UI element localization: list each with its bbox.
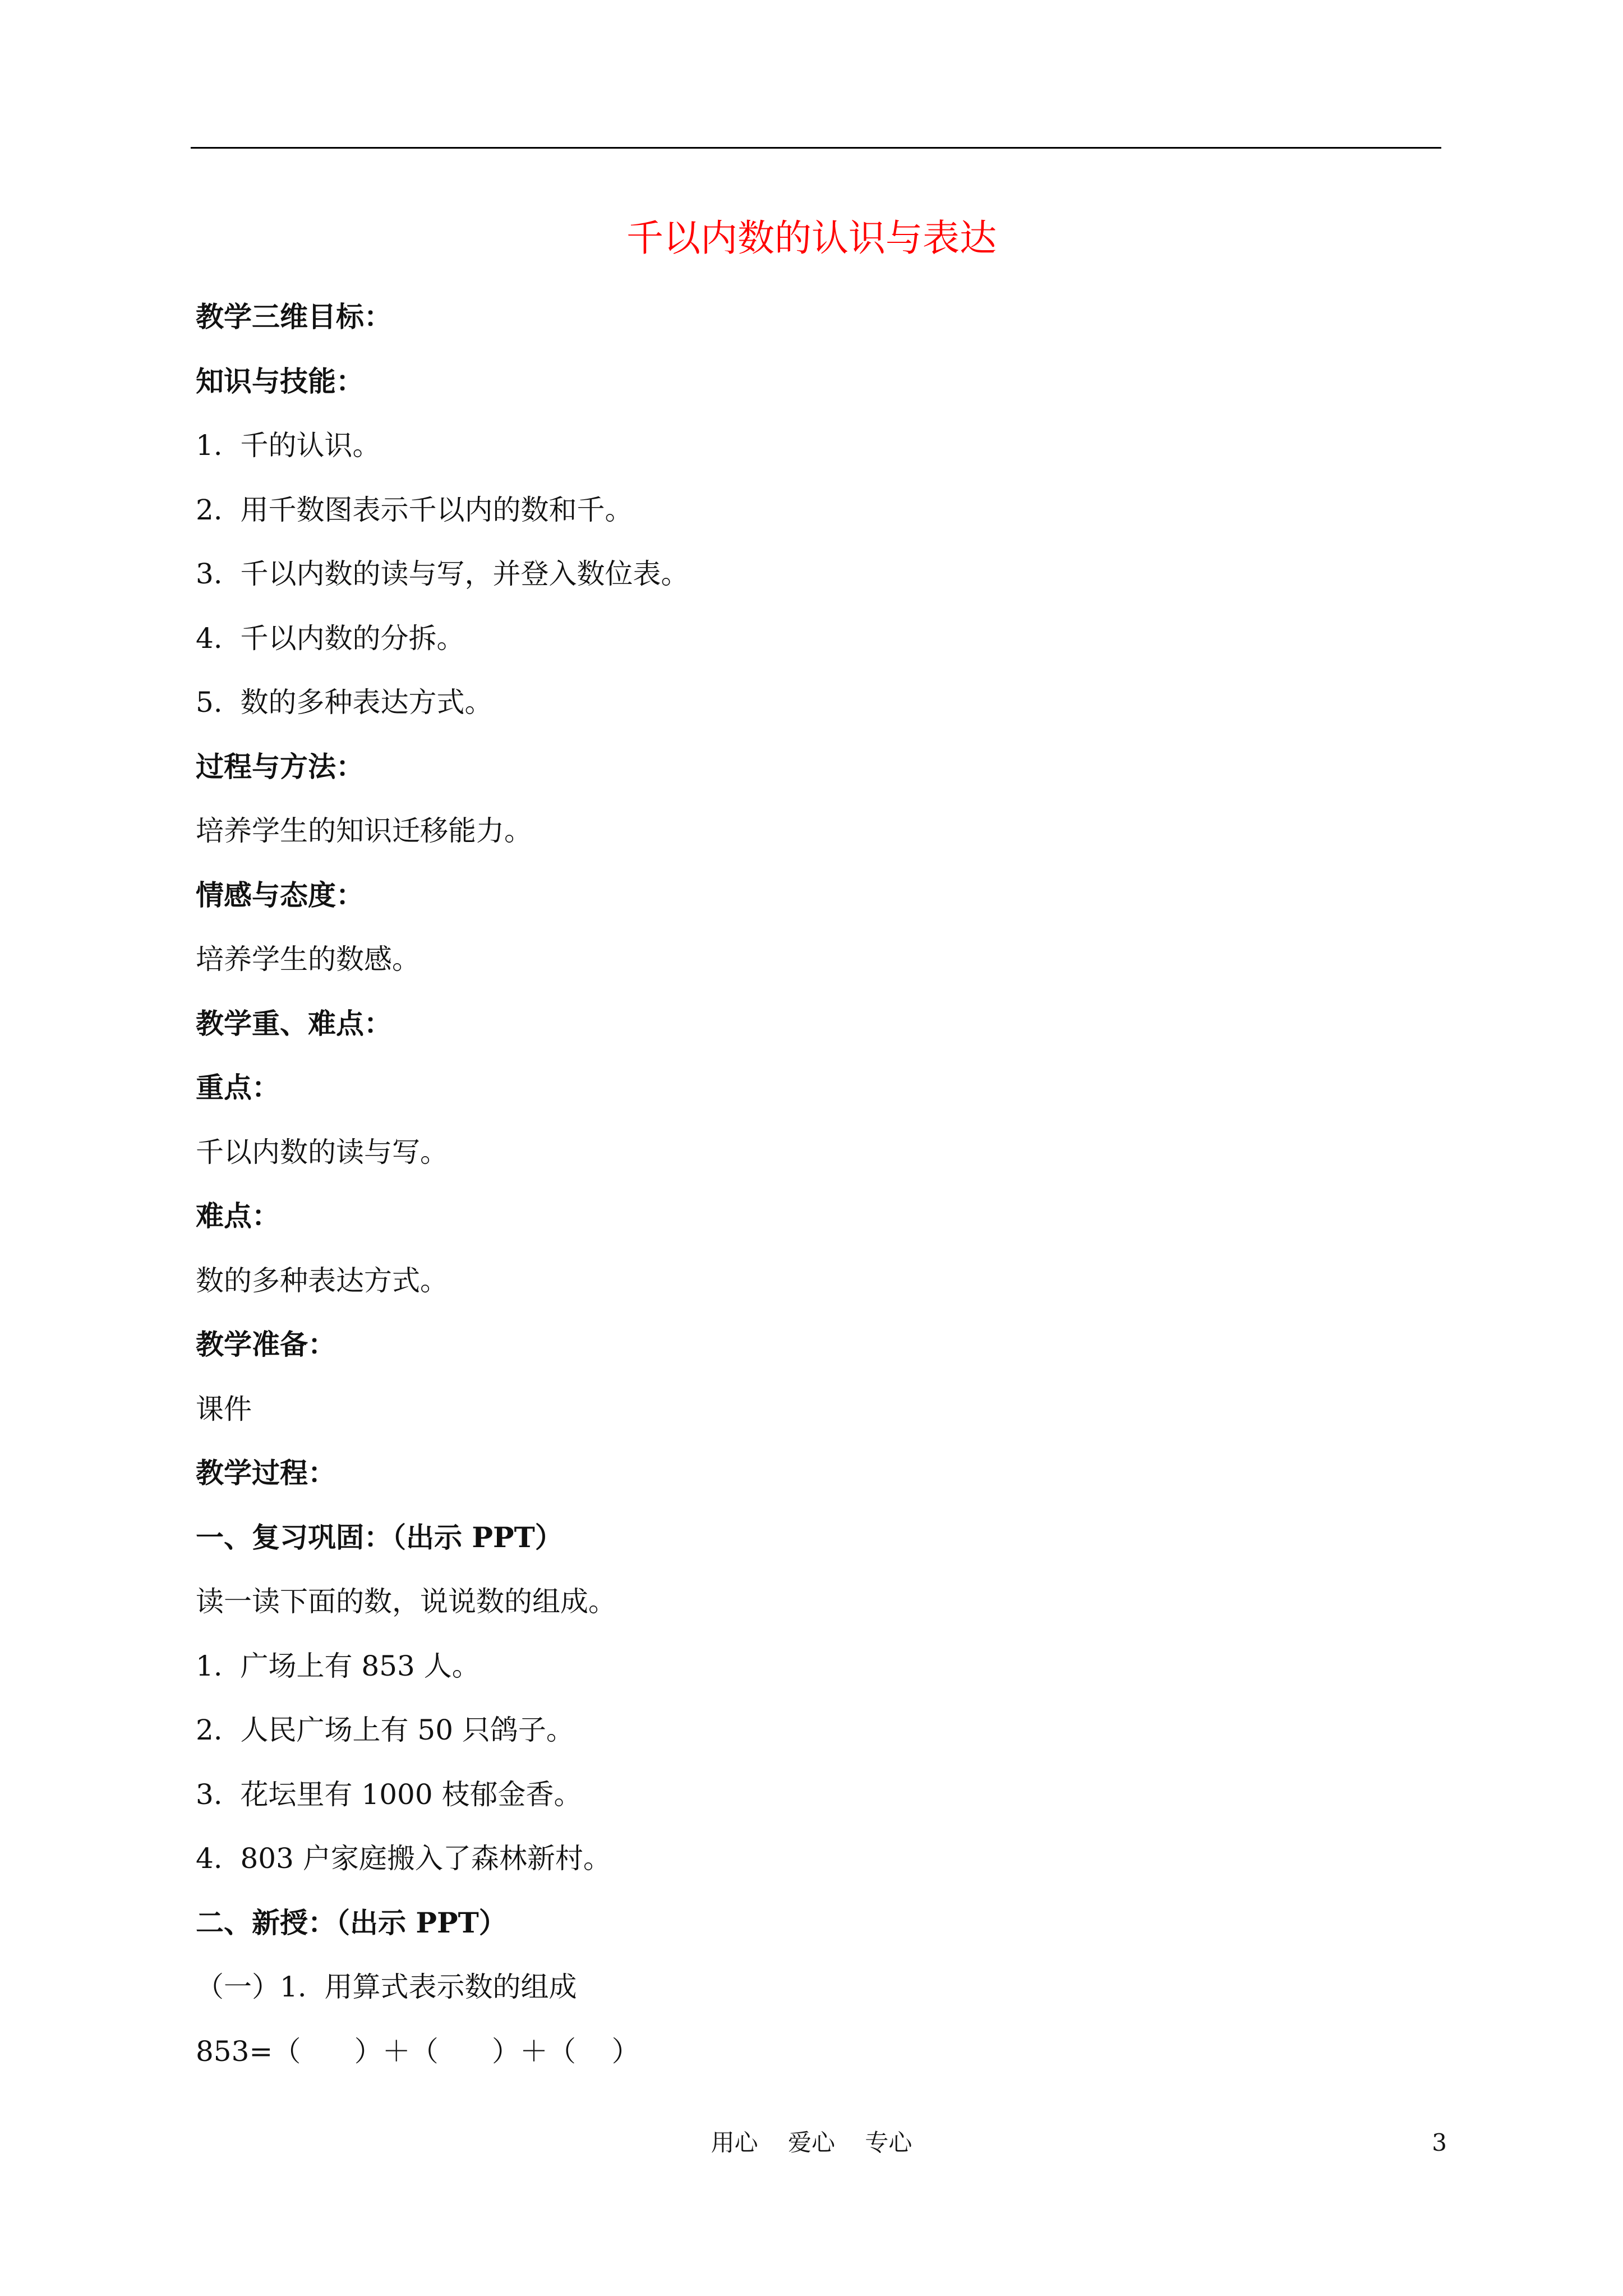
text-line: 853=（ ）＋（ ）＋（ ） bbox=[196, 2035, 640, 2068]
document-body bbox=[196, 292, 1430, 2090]
text-line: （一）1. 用算式表示数的组成 bbox=[196, 1971, 577, 2003]
section-heading: 过程与方法： bbox=[196, 749, 364, 783]
text-line: 3. 花坛里有 1000 枝郁金香。 bbox=[196, 1778, 582, 1811]
section-heading: 重点： bbox=[196, 1071, 280, 1104]
section-heading: 一、复习巩固：（出示 PPT） bbox=[196, 1520, 563, 1554]
page-number: 3 bbox=[1432, 2129, 1447, 2156]
section-heading: 难点： bbox=[196, 1199, 280, 1232]
section-heading: 情感与态度： bbox=[196, 878, 364, 912]
text-line: 5. 数的多种表达方式。 bbox=[196, 686, 493, 719]
text-line: 培养学生的知识迁移能力。 bbox=[196, 815, 532, 847]
text-line: 课件 bbox=[196, 1392, 252, 1425]
section-heading: 教学准备： bbox=[196, 1328, 336, 1361]
section-heading: 知识与技能： bbox=[196, 364, 364, 398]
section-heading: 教学过程： bbox=[196, 1456, 336, 1489]
text-line: 千以内数的读与写。 bbox=[196, 1135, 448, 1168]
text-line: 读一读下面的数，说说数的组成。 bbox=[196, 1585, 616, 1618]
text-line: 1. 广场上有 853 人。 bbox=[196, 1649, 480, 1682]
text-line: 4. 千以内数的分拆。 bbox=[196, 622, 465, 655]
text-line: 2. 用千数图表示千以内的数和千。 bbox=[196, 493, 633, 526]
section-heading: 教学重、难点： bbox=[196, 1006, 392, 1040]
header-rule bbox=[191, 147, 1441, 149]
section-heading: 教学三维目标： bbox=[196, 300, 392, 333]
document-title: 千以内数的认识与表达 bbox=[626, 217, 997, 260]
footer-motto: 用心 爱心 专心 bbox=[711, 2129, 912, 2156]
text-line: 培养学生的数感。 bbox=[196, 943, 420, 976]
text-line: 数的多种表达方式。 bbox=[196, 1264, 448, 1297]
section-heading: 二、新授：（出示 PPT） bbox=[196, 1906, 507, 1939]
text-line: 4. 803 户家庭搬入了森林新村。 bbox=[196, 1842, 611, 1875]
text-line: 1. 千的认识。 bbox=[196, 429, 381, 462]
text-line: 3. 千以内数的读与写，并登入数位表。 bbox=[196, 558, 689, 590]
text-line: 2. 人民广场上有 50 只鸽子。 bbox=[196, 1714, 574, 1746]
